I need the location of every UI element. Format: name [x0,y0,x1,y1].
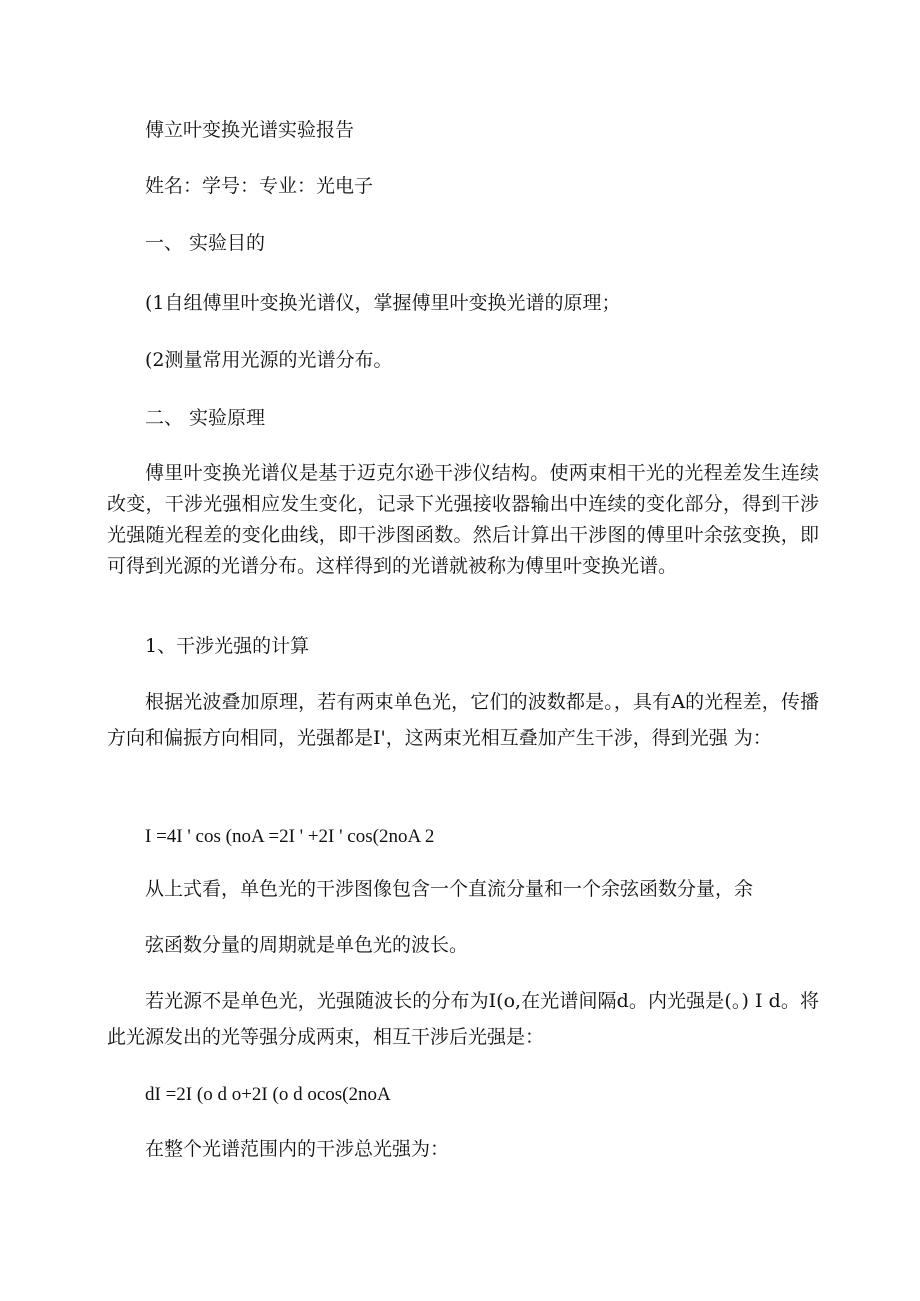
interference-formula: I =4I ' cos (noA =2I ' +2I ' cos(2noA 2 [145,826,435,847]
superposition-paragraph: 根据光波叠加原理，若有两束单色光，它们的波数都是。，具有A的光程差，传播方向和偏振方向相同，光强都是I'，这两束光相互叠加产生干涉，得到光强 为： [107,691,819,749]
differential-intensity-formula: dI =2I (o d o+2I (o d ocos(2noA [145,1084,391,1105]
document-title: 傅立叶变换光谱实验报告 [145,119,355,141]
observation-line-2: 弦函数分量的周期就是单色光的波长。 [145,934,469,956]
principle-paragraph: 傅里叶变换光谱仪是基于迈克尔逊干涉仪结构。使两束相干光的光程差发生连续改变，干涉光强相应发生变化，记录下光强接收器输出中连续的变化部分，得到干涉光强随光程差的变化曲线，即干涉图函数。然后计算出干涉图的傅里叶余弦变换，即可得到光源的光谱分布。这样得到的光谱就被称为傅里叶变换光谱。 [107,462,819,577]
observation-line-1: 从上式看，单色光的干涉图像包含一个直流分量和一个余弦函数分量，余 [145,878,754,900]
author-line: 姓名：学号：专业：光电子 [145,175,374,197]
section-heading-principle: 二、 实验原理 [145,407,266,429]
section-heading-objectives: 一、 实验目的 [145,232,266,254]
nonmonochromatic-paragraph: 若光源不是单色光，光强随波长的分布为I(o,在光谱间隔d。内光强是(。) I d。将此光源发出的光等强分成两束，相互干涉后光强是： [107,990,819,1048]
subsection-heading-intensity: 1、干涉光强的计算 [145,635,310,657]
total-intensity-line: 在整个光谱范围内的干涉总光强为： [145,1138,450,1160]
objective-item-1: (1自组傅里叶变换光谱仪，掌握傅里叶变换光谱的原理； [145,292,621,314]
objective-item-2: (2测量常用光源的光谱分布。 [145,349,393,371]
